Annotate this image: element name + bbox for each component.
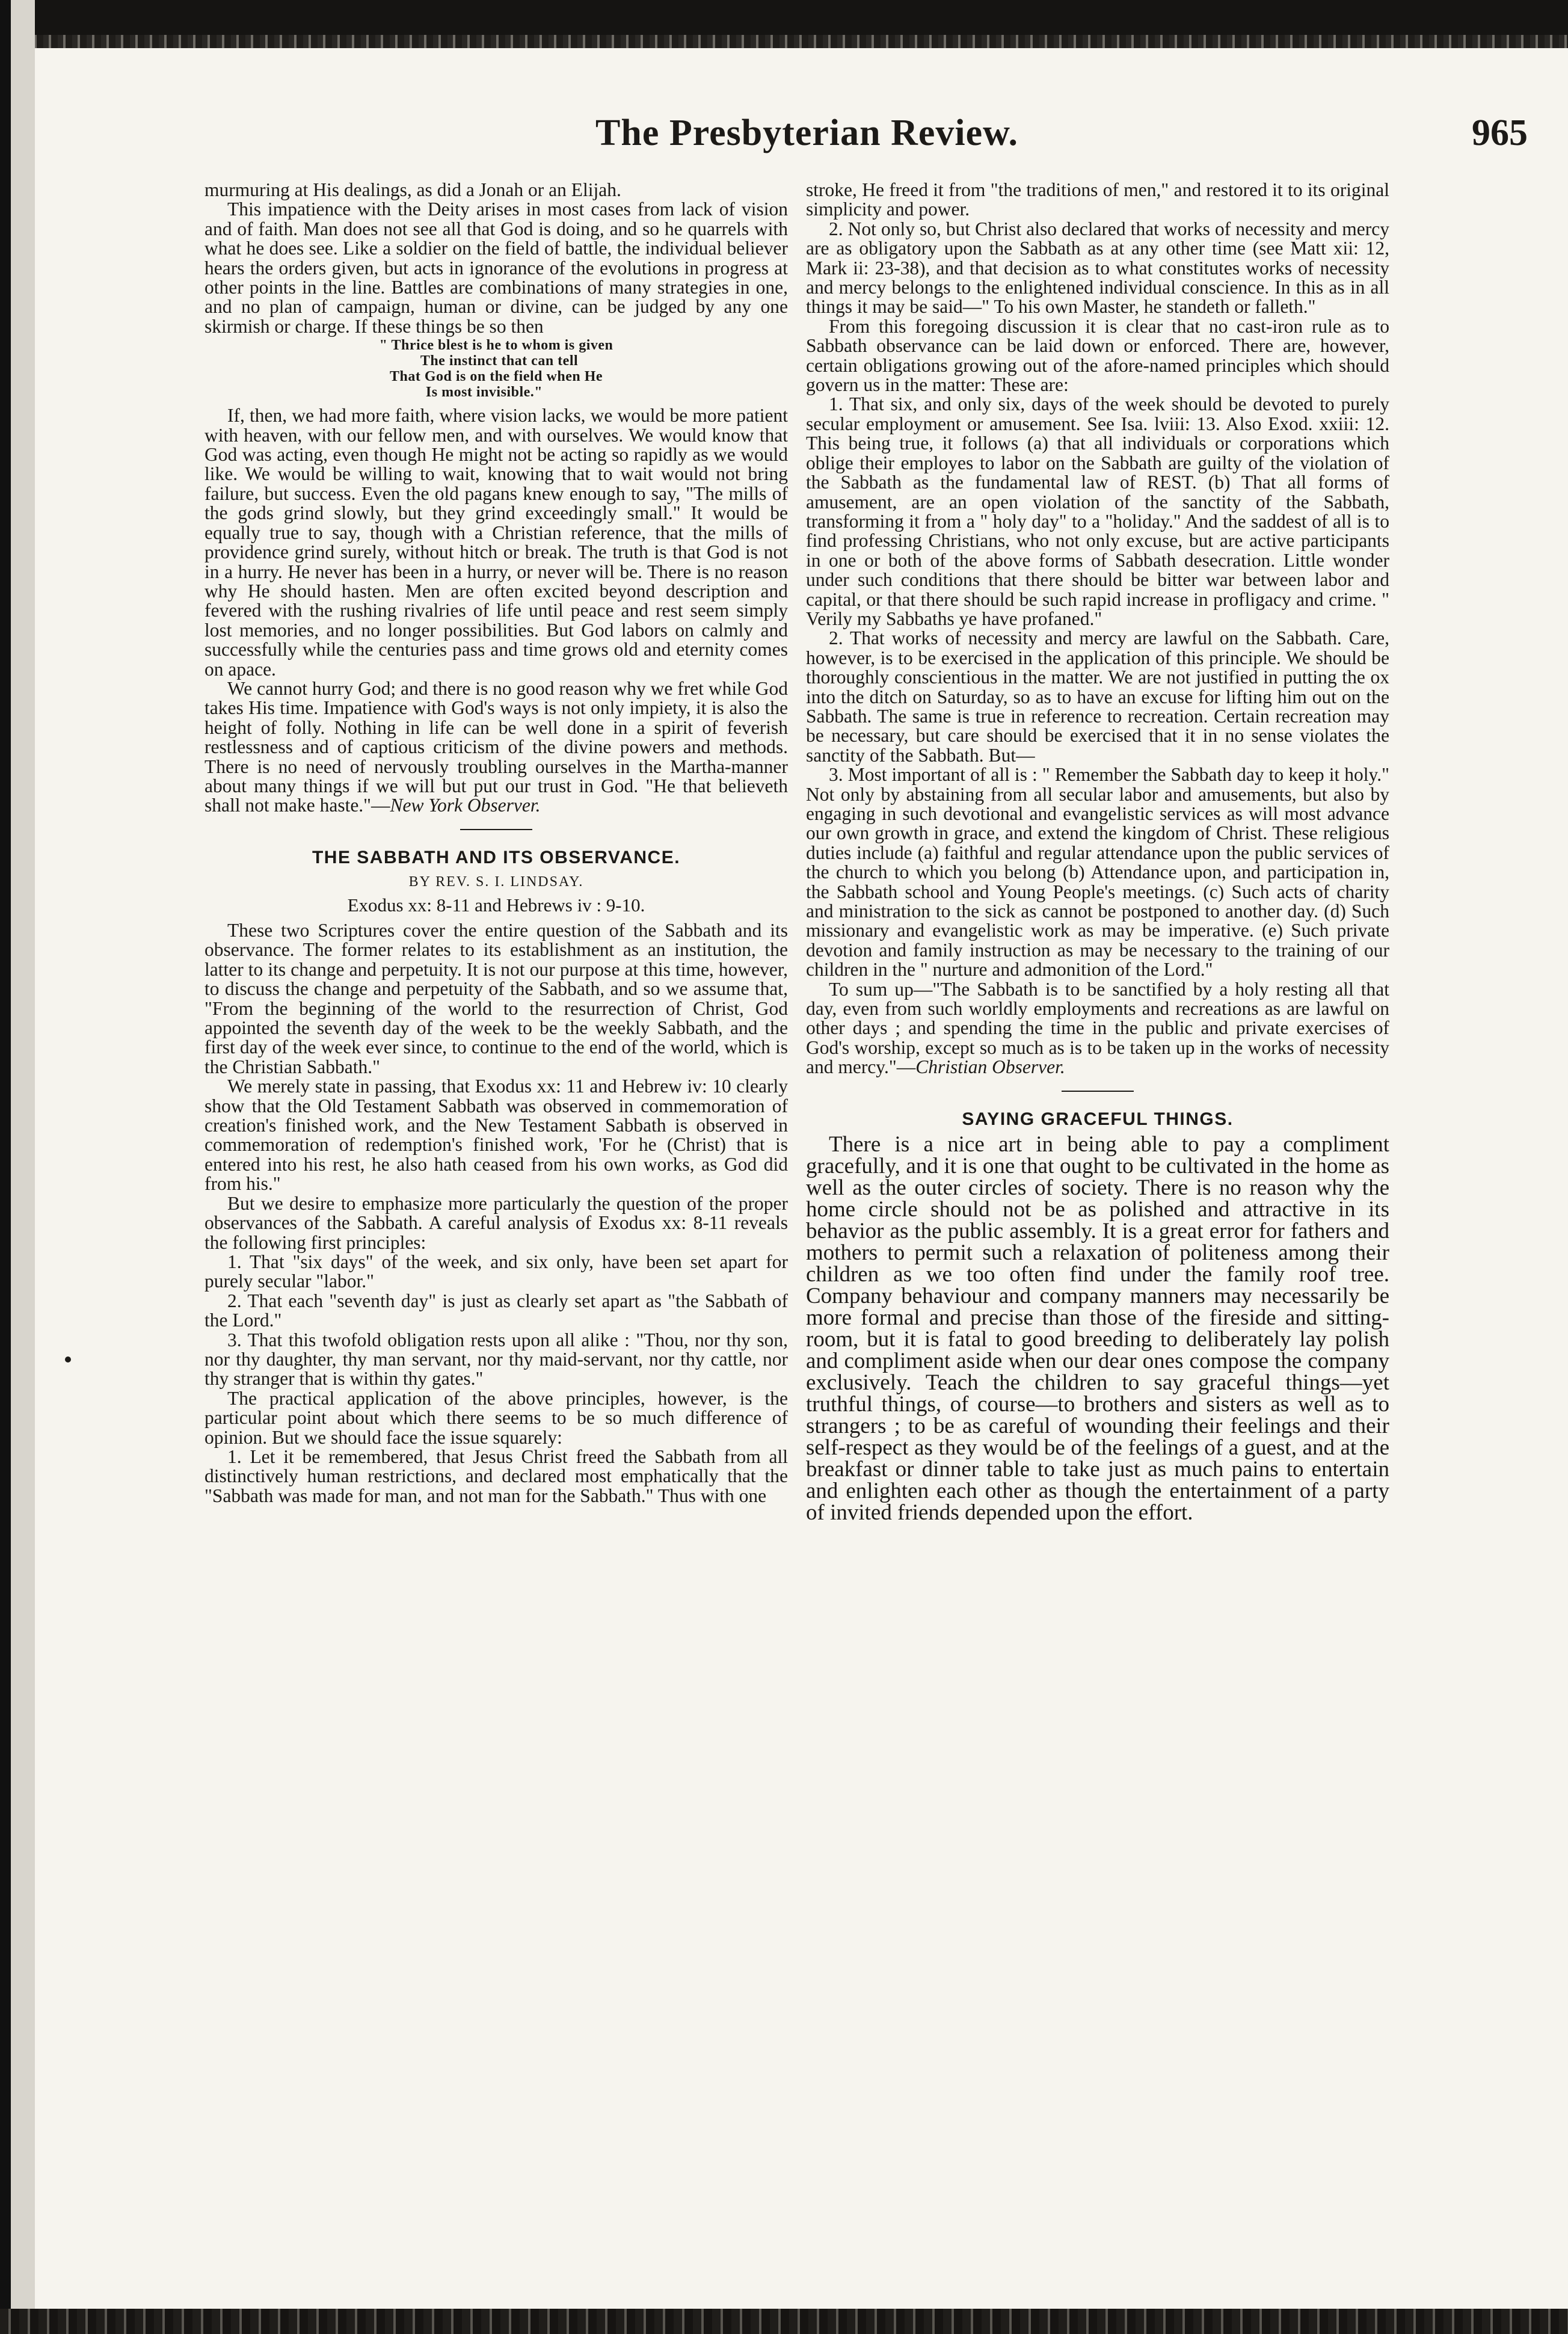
paragraph: This impatience with the Deity arises in most cases from lack of vision and of faith. Man does not see all that God is doing, and so he quarrels with what he does see. Like a soldier on the field of battle, the individual believer hears the orders given, but acts in ignorance of the evolutions in progress at other points in the line. Battles are combinations of many strategies in one, and no plan of campaign, human or divine, can be judged by any one skirmish or charge. If these things be so then — [204, 199, 788, 337]
source-citation: New York Observer. — [390, 795, 541, 816]
page-header — [180, 112, 1528, 166]
paragraph: 2. That each "seventh day" is just as clearly set apart as "the Sabbath of the Lord." — [204, 1290, 788, 1331]
poem-line: That God is on the field when He — [389, 369, 603, 385]
section-divider — [460, 829, 532, 830]
source-citation: Christian Observer. — [915, 1056, 1065, 1078]
poem-line: Is most invisible." — [425, 384, 543, 401]
paragraph: From this foregoing discussion it is clear that no cast-iron rule as to Sabbath observance can be laid down or enforced. There are, however, certain obligations growing out of the afore-named principles which should govern us in the matter: These are: — [806, 315, 1389, 396]
paragraph: We merely state in passing, that Exodus xx: 11 and Hebrew iv: 10 clearly show that the Old Testament Sabbath was observed in commemoration of creation's finished work, and the New Testament Sabbath is observed in commemoration of redemption's finished work, 'For he (Christ) that is entered into his rest, he also hath ceased from his own works, as God did from his." — [204, 1076, 788, 1195]
paragraph — [806, 980, 1389, 1077]
paragraph — [204, 679, 788, 816]
left-scan-border — [0, 0, 35, 2334]
paragraph-text: We cannot hurry God; and there is no good reason why we fret while God takes His time. Impatience with God's ways is not only impiety, it is also the height of folly. Nothing in life can be well done in a spirit of feverish restlessness and of captious criticism of the divine powers and methods. There is no need of nervously troubling ourselves in the Martha-manner about many things if we will but put our trust in God. "He that believeth shall not make haste."— — [204, 677, 788, 816]
paragraph: If, then, we had more faith, where vision lacks, we would be more patient with heaven, with our fellow men, and with ourselves. We would know that God was acting, even though He might not be acting so rapidly as we would like. We would be willing to wait, knowing that to wait would not bring failure, but success. Even the old pagans knew enough to say, "The mills of the gods grind slowly, but they grind exceedingly small." It would be equally true to say, though with a Christian reference, that the mills of providence grind surely, without hitch or break. The truth is that God is not in a hurry. He never has been in a hurry, or never will be. There is no reason why He should hasten. Men are often excited beyond description and fevered with the rushing rivalries of life until peace and rest seem simply lost memories, and no longer possibilities. But God labors on calmly and successfully while the centuries pass and time grows old and eternity comes on apace. — [204, 405, 788, 680]
bottom-scan-border — [0, 2309, 1568, 2334]
paragraph: 3. That this twofold obligation rests upon all alike : "Thou, nor thy son, nor thy daughter, thy man servant, nor thy maid-servant, nor thy cattle, nor thy stranger that is within thy gates." — [204, 1329, 788, 1390]
paragraph: 1. That six, and only six, days of the week should be devoted to purely secular employment or amusement. See Isa. lviii: 13. Also Exod. xxiii: 12. This being true, it follows (a) that all individuals or corporations which oblige their employes to labor on the Sabbath are guilty of the violation of the Sabbath as the fundamental law of REST. (b) That all forms of amusement, are an open violation of the sanctity of the Sabbath, transforming it from a " holy day" to a "holiday." And the saddest of all is to find professing Christians, who not only excuse, but are active participants in one or both of the above forms of Sabbath desecration. Little wonder under such conditions that there should be bitter war between labor and capital, or that there should be such rapid increase in profligacy and crime. " Verily my Sabbaths ye have profaned." — [806, 393, 1389, 629]
section-divider — [1062, 1091, 1134, 1092]
poem-line: The instinct that can tell — [420, 353, 579, 369]
margin-mark — [65, 1356, 71, 1363]
paragraph: 1. Let it be remembered, that Jesus Christ freed the Sabbath from all distinctively human restrictions, and declared most emphatically that the "Sabbath was made for man, and not man for the Sabbath." Thus with one — [204, 1446, 788, 1506]
paragraph: 1. That "six days" of the week, and six only, have been set apart for purely secular "labor." — [204, 1251, 788, 1292]
paragraph-text: To sum up—"The Sabbath is to be sanctified by a holy resting all that day, even from such worldly employments and recreations as are lawful on other days ; and spending the time in the public and private exercises of God's worship, except so much as is to be taken up in the works of necessity and mercy."— — [806, 978, 1389, 1078]
poem-quote — [204, 337, 788, 400]
paragraph: These two Scriptures cover the entire question of the Sabbath and its observance. The former relates to its establishment as an institution, the latter to its change and perpetuity. It is not our purpose at this time, however, to discuss the change and perpetuity of the Sabbath, and so we assume that, "From the beginning of the world to the resurrection of Christ, God appointed the seventh day of the week to be the weekly Sabbath, and the first day of the week ever since, to continue to the end of the world, which is the Christian Sabbath." — [204, 920, 788, 1077]
paragraph: But we desire to emphasize more particularly the question of the proper observances of the Sabbath. A careful analysis of Exodus xx: 8-11 reveals the following first principles: — [204, 1192, 788, 1253]
article-title: SAYING GRACEFUL THINGS. — [962, 1109, 1234, 1129]
paragraph: stroke, He freed it from "the traditions of men," and restored it to its original simplicity and power. — [806, 179, 1389, 220]
article-title: THE SABBATH AND ITS OBSERVANCE. — [312, 847, 681, 867]
byline: BY REV. S. I. LINDSAY. — [408, 874, 584, 890]
left-column — [204, 180, 788, 1506]
paragraph: 2. That works of necessity and mercy are lawful on the Sabbath. Care, however, is to be exercised in the application of this principle. We should be thoroughly conscientious in the matter. We are not justified in putting the ox into the ditch on Saturday, so as to have an excuse for lifting him out on the Sabbath. The same is true in reference to recreation. Certain recreation may be necessary, but care should be exercised that it in no sense violates the sanctity of the Sabbath. But— — [806, 627, 1389, 766]
scripture-reference: Exodus xx: 8-11 and Hebrews iv : 9-10. — [347, 894, 645, 916]
journal-title: The Presbyterian Review. — [595, 112, 1019, 153]
right-column — [806, 180, 1389, 1524]
paragraph: 2. Not only so, but Christ also declared that works of necessity and mercy are as obligatory upon the Sabbath as at any other time (see Matt xii: 12, Mark ii: 23-38), and that decision as to what constitutes works of necessity and mercy belongs to the enlightened individual conscience. In this as in all things it may be said—" To his own Master, he standeth or falleth." — [806, 218, 1389, 318]
top-scan-border-texture — [0, 35, 1568, 48]
paragraph: 3. Most important of all is : " Remember the Sabbath day to keep it holy." Not only by abstaining from all secular labor and amusements, but also by engaging in such devotional and evangelistic services as will most advance our own growth in grace, and extend the kingdom of Christ. These religious duties include (a) faithful and regular attendance upon the public services of the church to which you belong (b) Attendance upon, and participation in, the Sabbath school and Young People's meetings. (c) Such acts of charity and ministration to the sick as cannot be postponed to another day. (d) Such missionary and evangelistic work as may be imperative. (e) Such private devotion and family instruction as may be necessary to the training of our children in the " nurture and admonition of the Lord." — [806, 764, 1389, 981]
page-number: 965 — [1472, 112, 1528, 153]
poem-line: " Thrice blest is he to whom is given — [379, 337, 613, 354]
paragraph: murmuring at His dealings, as did a Jonah or an Elijah. — [204, 179, 621, 200]
paragraph: The practical application of the above principles, however, is the particular point about which there seems to be so much difference of opinion. But we should face the issue squarely: — [204, 1387, 788, 1448]
paragraph: There is a nice art in being able to pay a compliment gracefully, and it is one that ought to be cultivated in the home as well as the outer circles of society. There is no reason why the home circle should not be as polished and attractive in its behavior as the public assembly. It is a great error for fathers and mothers to permit such a relaxation of politeness among their children as we too often find under the family roof tree. Company behaviour and company manners may necessarily be more formal and precise than those of the fireside and sitting-room, but it is fatal to good breeding to deliberately lay polish and compliment aside when our dear ones compose the company exclusively. Teach the children to say graceful things—yet truthful things, of course—to brothers and sisters as well as to strangers ; to be as careful of wounding their feelings and their self-respect as they would be of the feelings of a guest, and at the breakfast or dinner table to take just as much pains to entertain and enlighten each other as though the entertainment of a party of invited friends depended upon the effort. — [806, 1132, 1389, 1526]
top-scan-border — [0, 0, 1568, 35]
